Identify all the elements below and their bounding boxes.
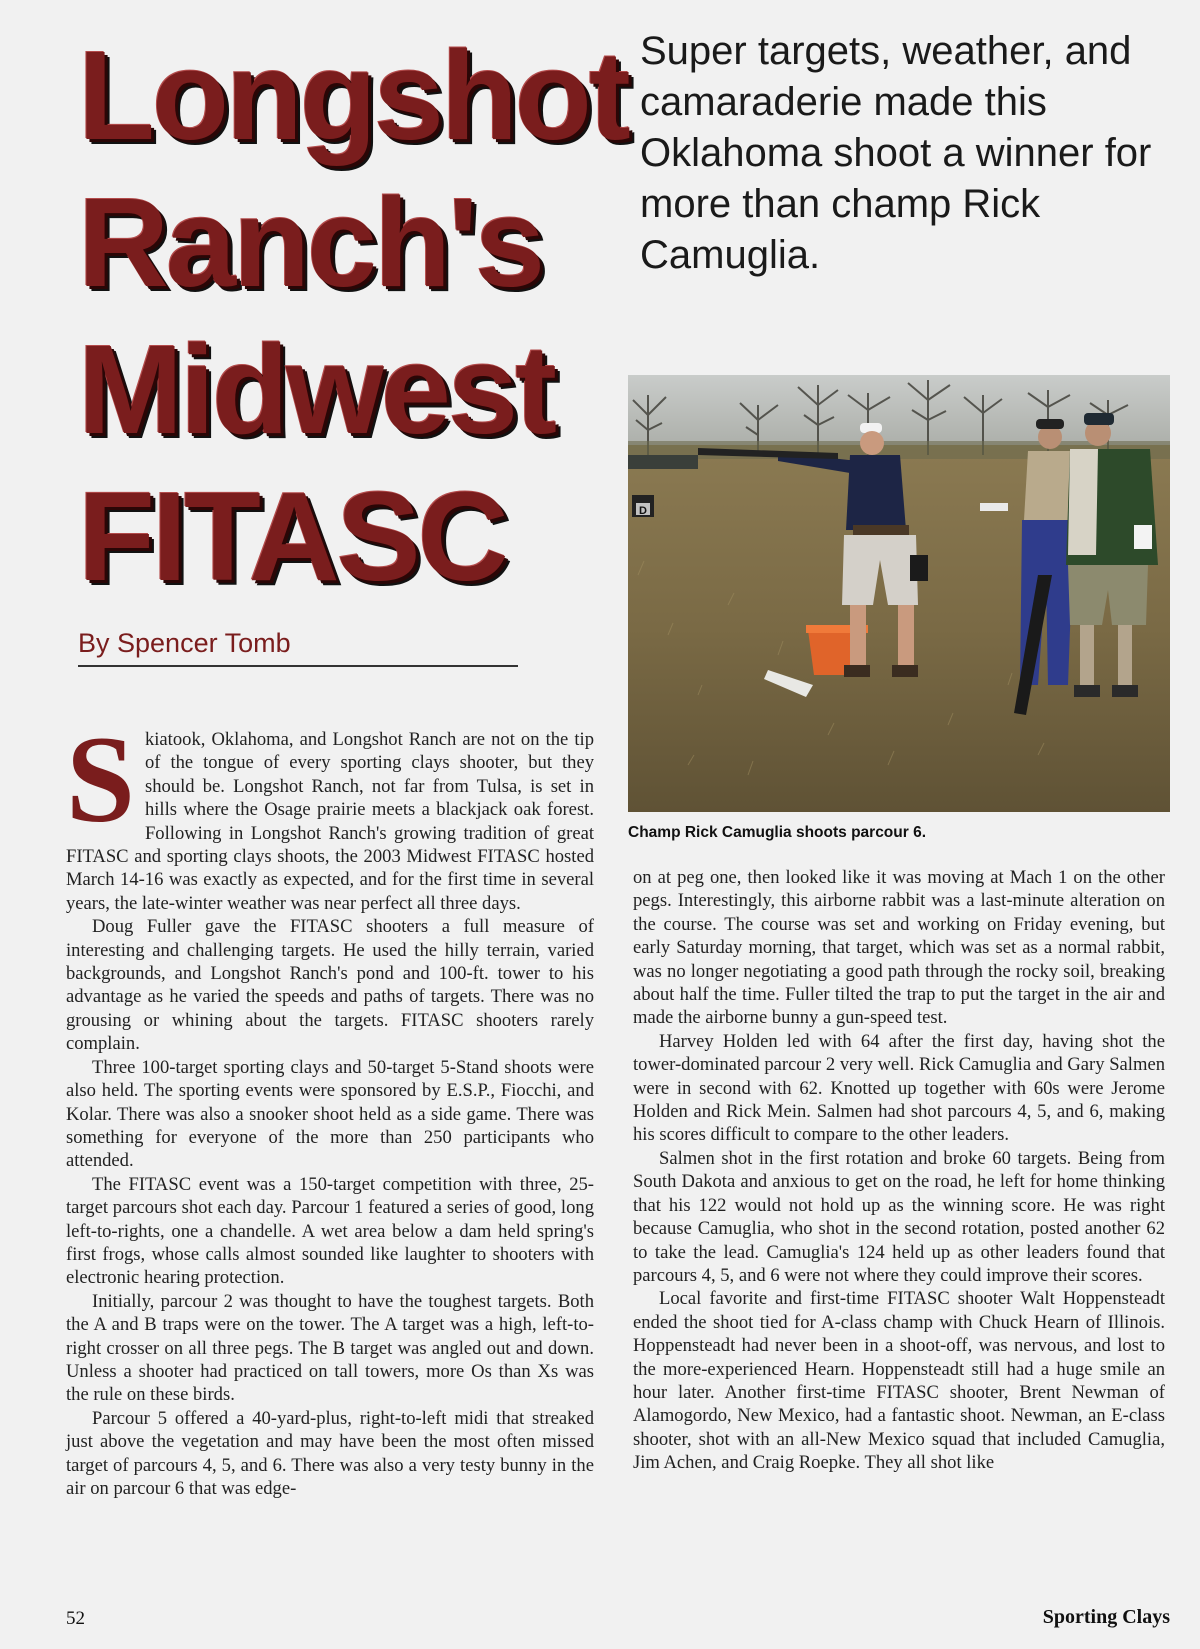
paragraph-2: Doug Fuller gave the FITASC shooters a full measure of interesting and challenging targets. He used the hilly terrain, varied backgrounds, and Longshot Ranch's pond and 100-ft. tower to his advantage as he varied the speeds and paths of targets. There was no grousing or whining about the targets. FITASC shooters rarely complain. <box>66 916 594 1055</box>
paragraph-7: on at peg one, then looked like it was moving at Mach 1 on the other pegs. Interestingly, this airborne rabbit was a last-minute alteration on the course. The course was set and working on Friday evening, but early Saturday morning, that target, which was set as a normal rabbit, was no longer negotiating a good path through the rocky soil, breaking about half the time. Fuller tilted the trap to put the target in the air and made the airborne bunny a gun-speed test. <box>633 867 1165 1029</box>
headline-line-3: Midwest <box>78 319 555 460</box>
shooting-scene-illustration <box>628 375 1170 812</box>
magazine-name: Sporting Clays <box>1042 1606 1170 1628</box>
article-deck: Super targets, weather, and camaraderie made this Oklahoma shoot a winner for more than champ Rick Camuglia. <box>640 29 1152 277</box>
byline: By Spencer Tomb <box>78 628 518 667</box>
headline-line-1: Longshot <box>78 25 628 166</box>
paragraph-3: Three 100-target sporting clays and 50-target 5-Stand shoots were also held. The sporting events were sponsored by E.S.P., Fiocchi, and Kolar. There was also a snooker shoot held as a side game. There was something for everyone of the more than 250 participants who attended. <box>66 1056 594 1172</box>
paragraph-text: kiatook, Oklahoma, and Longshot Ranch are not on the tip of the tongue of every sporting clays shooter, but they should be. Longshot Ranch, not far from Tulsa, is set in hills where the Osage prairie meets a blackjack oak forest. Following in Longshot Ranch's growing tradition of great FITASC and sporting clays shoots, the 2003 Midwest FITASC hosted March 14-16 was exactly as expected, and for the first time in several years, the late-winter weather was near perfect all three days. <box>66 729 594 914</box>
paragraph-8: Harvey Holden led with 64 after the first day, having shot the tower-dominated parcour 2 very well. Rick Camuglia and Gary Salmen were in second with 62. Knotted up together with 60s were Jerome Holden and Rick Mein. Salmen had shot parcours 4, 5, and 6, making his scores difficult to compare to the other leaders. <box>633 1030 1165 1146</box>
paragraph-1 <box>66 711 594 915</box>
article-column-right <box>633 866 1165 1475</box>
article-column-left <box>66 711 594 1500</box>
headline-line-2: Ranch's <box>78 172 543 313</box>
headline-line-4: FITASC <box>78 466 506 607</box>
article-headline <box>78 22 628 610</box>
page-number: 52 <box>66 1608 85 1629</box>
paragraph-10: Local favorite and first-time FITASC shooter Walt Hoppensteadt ended the shoot tied for A-class champ with Chuck Hearn of Illinois. Hoppensteadt had never been in a shoot-off, was nervous, and lost to the more-experienced Hearn. Hoppensteadt still had a huge smile an hour later. Another first-time FITASC shooter, Brent Newman of Alamogordo, New Mexico, had a fantastic shoot. Newman, an E-class shooter, shot with an all-New Mexico squad that included Camuglia, Jim Achen, and Craig Roepke. They all shot like <box>633 1288 1165 1474</box>
paragraph-4: The FITASC event was a 150-target competition with three, 25-target parcours shot each day. Parcour 1 featured a series of good, long left-to-rights, one a chandelle. A wet area below a dam held spring's first frogs, whose calls almost sounded like laughter to shooters with electronic hearing protection. <box>66 1173 594 1289</box>
paragraph-9: Salmen shot in the first rotation and broke 60 targets. Being from South Dakota and anxious to get on the road, he left for home thinking that his 122 would not hold up as the winning score. He was right because Camuglia, who shot in the second rotation, posted another 62 to take the lead. Camuglia's 124 held up as other leaders found that parcours 4, 5, and 6 were not where they could improve their scores. <box>633 1147 1165 1286</box>
article-photo <box>628 375 1170 812</box>
photo-caption: Champ Rick Camuglia shoots parcour 6. <box>628 824 927 841</box>
drop-cap: S <box>66 711 135 848</box>
station-sign-letter: D <box>639 505 647 517</box>
paragraph-5: Initially, parcour 2 was thought to have the toughest targets. Both the A and B traps were on the tower. The A target was a high, left-to-right crosser on all three pegs. The B target was angled out and down. Unless a shooter had practiced on tall towers, more Os than Xs was the rule on these birds. <box>66 1290 594 1406</box>
paragraph-6: Parcour 5 offered a 40-yard-plus, right-to-left midi that streaked just above the vegetation and may have been the most often missed target of parcours 4, 5, and 6. There was also a very testy bunny in the air on parcour 6 that was edge- <box>66 1407 594 1499</box>
